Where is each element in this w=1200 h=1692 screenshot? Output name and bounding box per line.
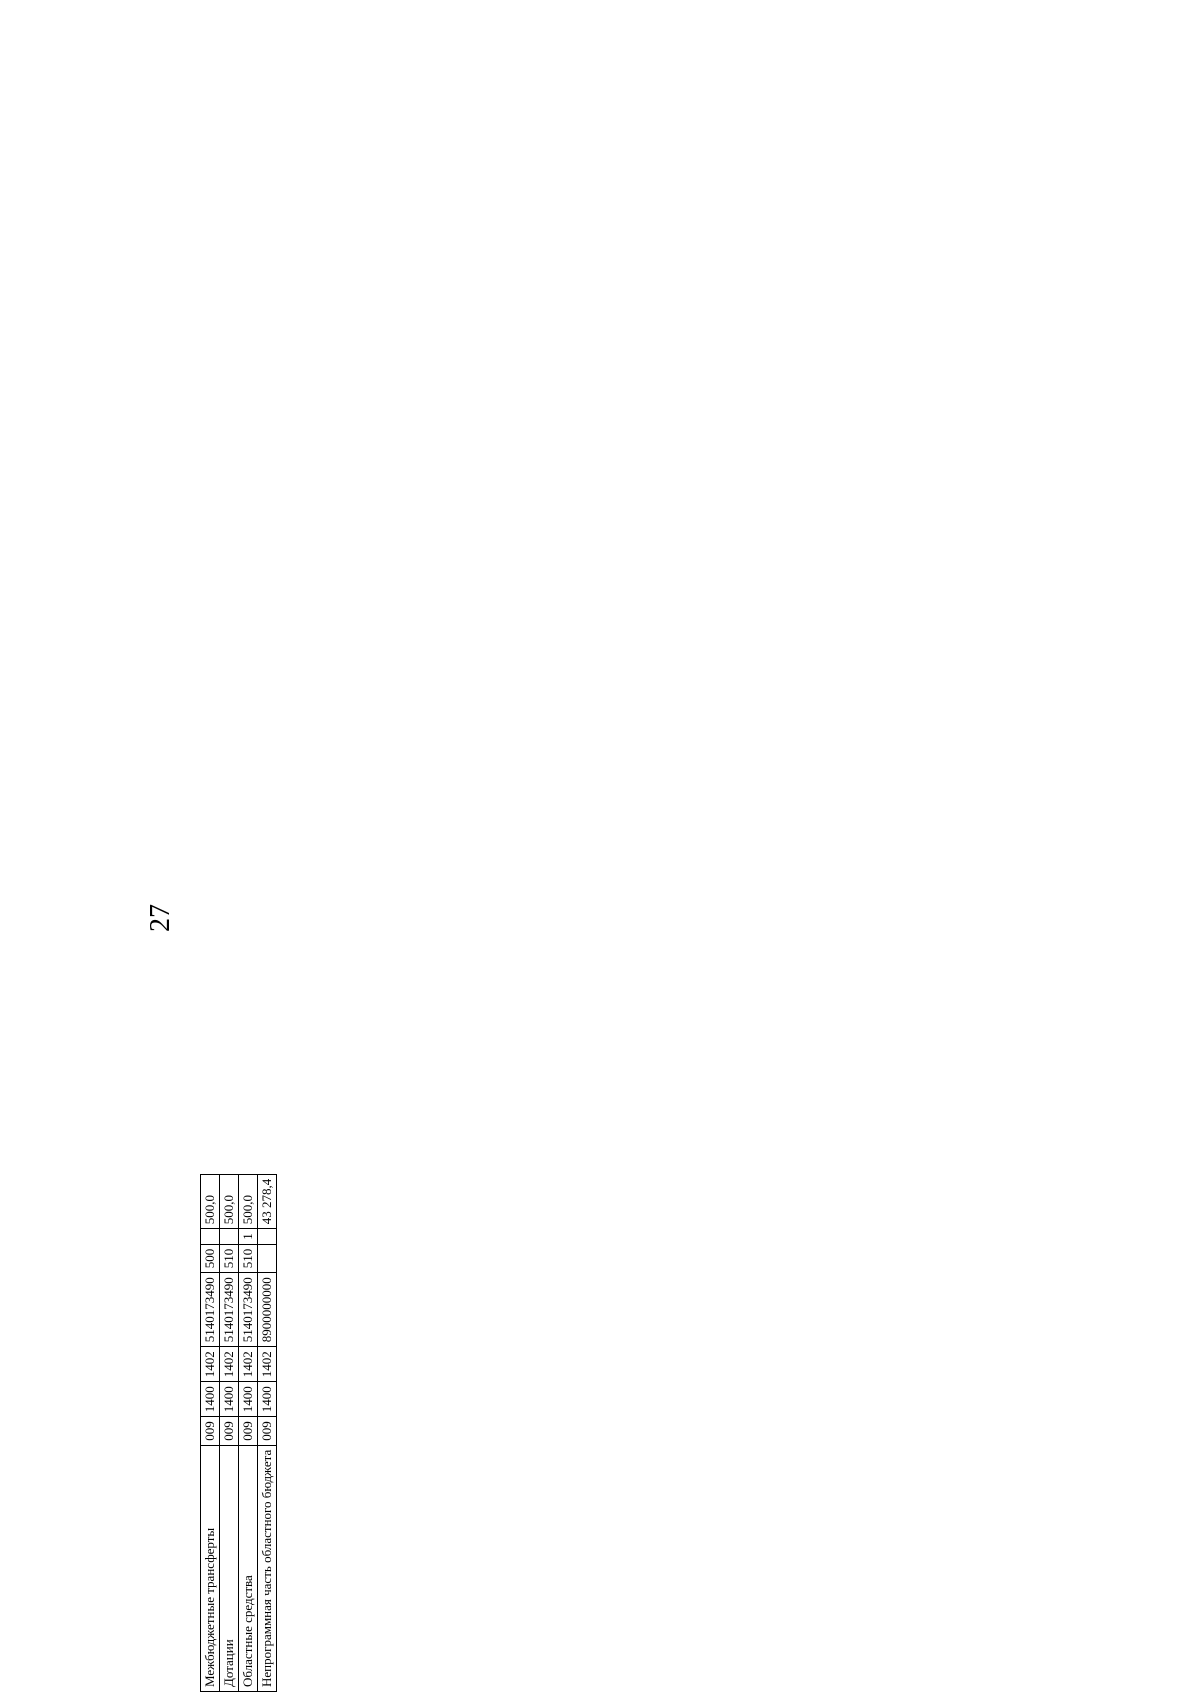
table-cell: 1400 (220, 1382, 239, 1417)
table-cell: 1 (239, 1229, 258, 1245)
rotated-sheet (110, 137, 1200, 1692)
table-cell: 009 (201, 1417, 220, 1446)
table-cell (258, 1244, 277, 1273)
table-cell: 500,0 (239, 1174, 258, 1229)
table-cell: Непрограммная часть областного бюджета (258, 1445, 277, 1691)
table-cell: 5140173490 (239, 1273, 258, 1347)
table-row (220, 1174, 239, 1691)
table-cell: 1400 (258, 1382, 277, 1417)
table-row (201, 1174, 220, 1691)
table-cell: Областные средства (239, 1445, 258, 1691)
table-cell: 1402 (239, 1347, 258, 1382)
table-cell: Межбюджетные трансферты (201, 1445, 220, 1691)
table-cell: 8900000000 (258, 1273, 277, 1347)
table-cell: 1400 (239, 1382, 258, 1417)
table-cell: 1400 (201, 1382, 220, 1417)
table-cell: 500,0 (201, 1174, 220, 1229)
budget-table (200, 1174, 277, 1692)
table-cell: 500 (201, 1244, 220, 1273)
table-cell: 1402 (258, 1347, 277, 1382)
table-cell: 009 (220, 1417, 239, 1446)
page-number: 27 (145, 904, 176, 932)
table-cell: 009 (258, 1417, 277, 1446)
table-cell: Дотации (220, 1445, 239, 1691)
table-cell: 1402 (220, 1347, 239, 1382)
table-cell (220, 1229, 239, 1245)
table-cell: 5140173490 (201, 1273, 220, 1347)
table-row (258, 1174, 277, 1691)
table-cell: 5140173490 (220, 1273, 239, 1347)
table-cell: 009 (239, 1417, 258, 1446)
table-cell: 510 (239, 1244, 258, 1273)
table-cell: 1402 (201, 1347, 220, 1382)
table-cell: 43 278,4 (258, 1174, 277, 1229)
table-cell: 500,0 (220, 1174, 239, 1229)
table-cell: 510 (220, 1244, 239, 1273)
table-cell (201, 1229, 220, 1245)
table-cell (258, 1229, 277, 1245)
table-row (239, 1174, 258, 1691)
